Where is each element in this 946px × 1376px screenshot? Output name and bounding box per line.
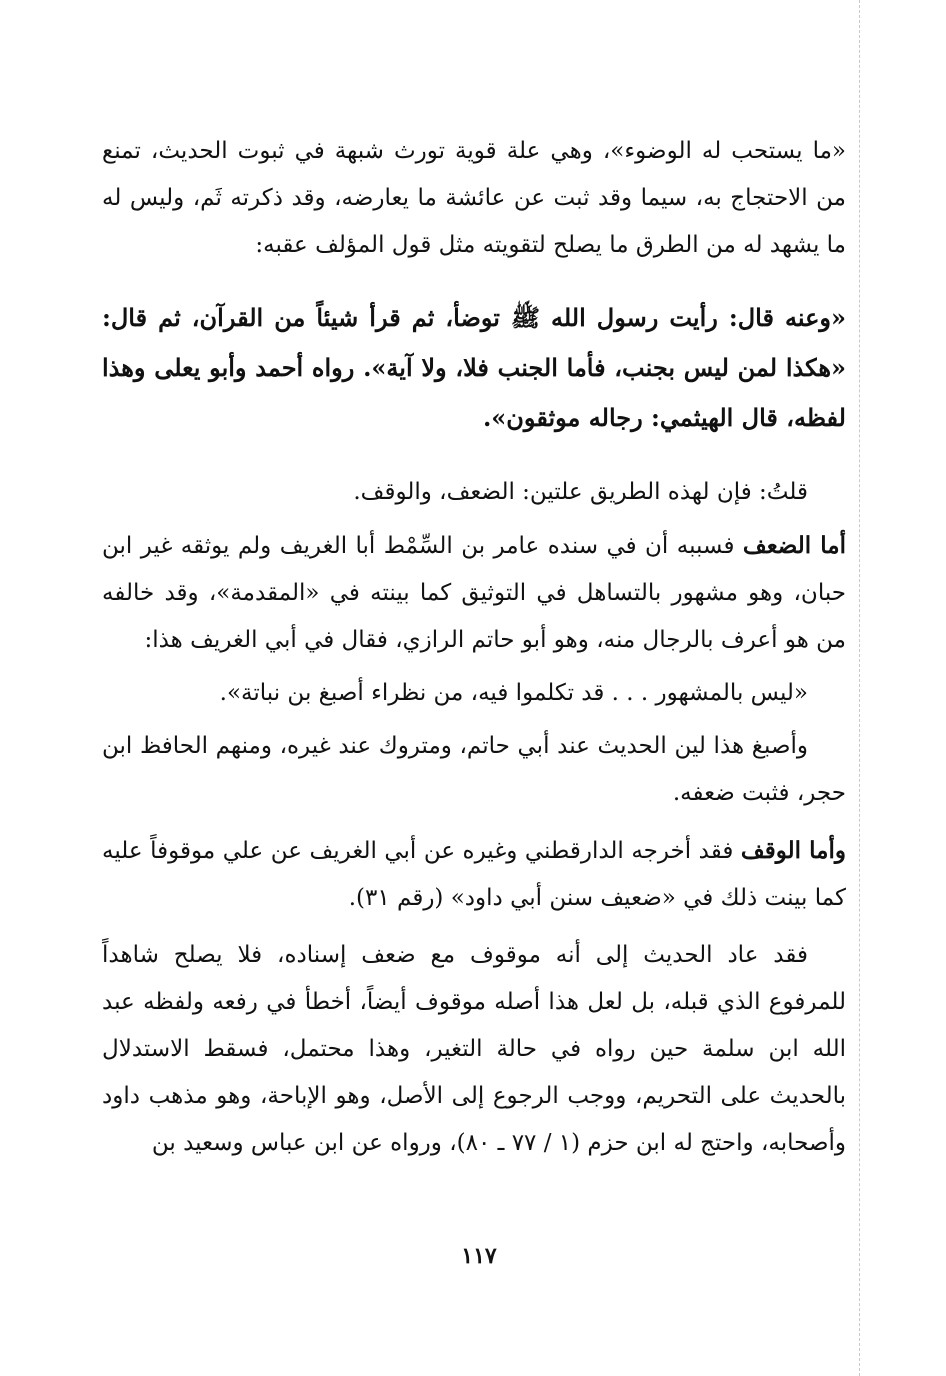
hadith-quote: «وعنه قال: رأيت رسول الله ﷺ توضأ، ثم قرأ شيئاً من القرآن، ثم قال: «هكذا لمن ليس بجنب، فأما الجنب فلا، ولا آية». رواه أحمد وأبو يعلى وهذا لفظه، قال الهيثمي: رجاله موثقون». [102,303,846,432]
weakness-heading: أما الضعف [742,532,846,559]
paragraph-asbagh: وأصبغ هذا لين الحديث عند أبي حاتم، ومتروك عند غيره، ومنهم الحافظ ابن حجر، فثبت ضعفه. [102,733,846,806]
page-number: ١١٧ [461,1243,497,1269]
page-edge-divider [859,0,860,1376]
paragraph-mawquf [102,827,846,922]
paragraph-1: «ما يستحب له الوضوء»، وهي علة قوية تورث شبهة في ثبوت الحديث، تمنع من الاحتجاج به، سيما وقد ثبت عن عائشة ما يعارضه، وقد ذكرته ثَم، وليس له ما يشهد له من الطرق ما يصلح لتقويته مثل قول المؤلف عقبه: [102,138,846,258]
weakness-text: فسببه أن في سنده عامر بن السِّمْط أبا الغريف ولم يوثقه غير ابن حبان، وهو مشهور بالتساهل في التوثيق كما بينته في «المقدمة»، وقد خالفه من هو أعرف بالرجال منه، وهو أبو حاتم الرازي، فقال في أبي الغريف هذا: [102,533,846,653]
mawquf-heading: وأما الوقف [740,837,846,864]
paragraph-weakness [102,522,846,664]
mawquf-text: فقد أخرجه الدارقطني وغيره عن أبي الغريف عن علي موقوفاً عليه كما بينت ذلك في «ضعيف سنن أبي داود» (رقم ٣١). [102,838,846,911]
paragraph-two-defects: قلتُ: فإن لهذه الطريق علتين: الضعف، والوقف. [353,479,808,505]
abu-hatim-quote: «ليس بالمشهور . . . قد تكلموا فيه، من نظراء أصبغ بن نباتة». [219,680,808,706]
paragraph-conclusion: فقد عاد الحديث إلى أنه موقوف مع ضعف إسناده، فلا يصلح شاهداً للمرفوع الذي قبله، بل لعل هذا أصله موقوف أيضاً، أخطأ في رفعه ولفظه عبد الله ابن سلمة حين رواه في حالة التغير، وهذا محتمل، فسقط الاستدلال بالحديث على التحريم، ووجب الرجوع إلى الأصل، وهو الإباحة، وهو مذهب داود وأصحابه، واحتج له ابن حزم (١ / ٧٧ ـ ٨٠)، ورواه عن ابن عباس وسعيد بن [102,942,846,1156]
document-body [102,128,846,1167]
